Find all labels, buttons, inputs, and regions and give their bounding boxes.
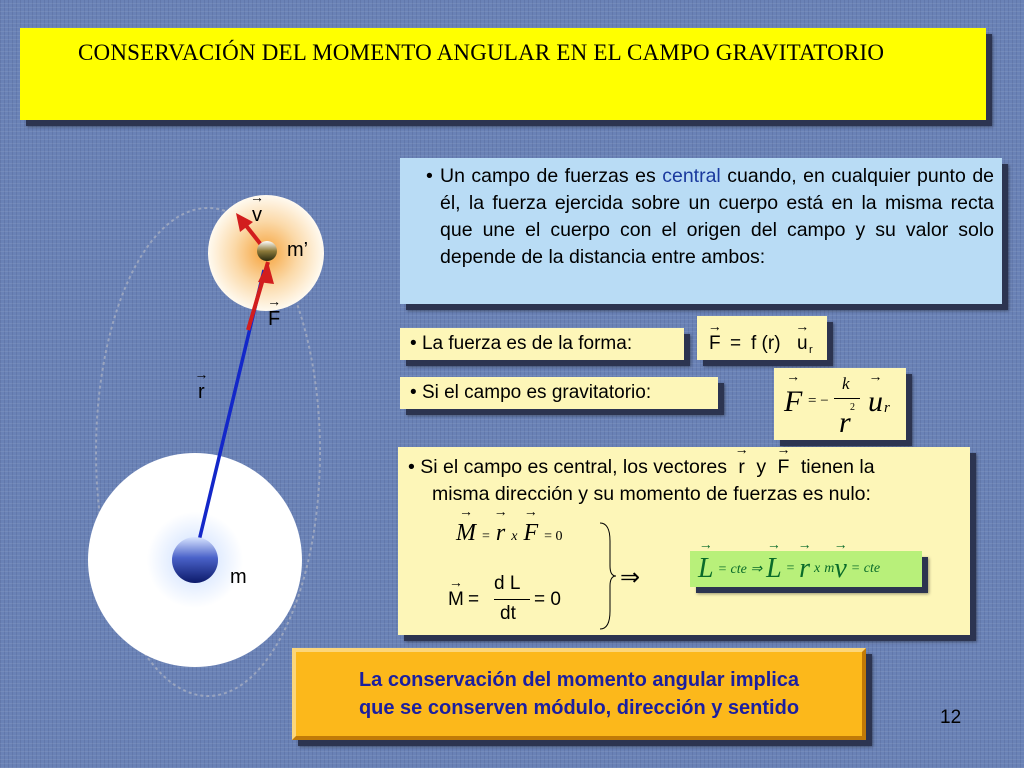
- force-form-label-box: [400, 328, 684, 360]
- label-r: → r: [198, 381, 205, 404]
- conclusion-line-2: que se conserven módulo, dirección y sentido: [358, 697, 800, 719]
- implies-symbol: ⇒: [620, 564, 641, 591]
- label-v: → v: [252, 204, 262, 227]
- brace-icon: [598, 521, 618, 631]
- gravitational-label-box: [400, 377, 718, 409]
- label-F: → F: [268, 308, 280, 331]
- angular-momentum-result: → L = cte ⇒ → L = → r x m → v = cte: [690, 551, 922, 587]
- central-highlight: central: [662, 165, 721, 187]
- gravitational-label: Si el campo es gravitatorio:: [421, 382, 652, 403]
- orbiting-mass-ball: [257, 241, 277, 261]
- force-form-formula: → F = f (r) → u r: [697, 316, 827, 360]
- label-m-prime: m’: [287, 239, 309, 261]
- bullet-icon: •: [426, 165, 433, 187]
- conclusion-box: [292, 648, 866, 740]
- gravitational-formula: → F = − k 2 r → u r: [774, 368, 906, 440]
- conclusion-line-1: La conservación del momento angular implica: [358, 669, 800, 691]
- central-field-definition: • Un campo de fuerzas es central cuando, en cualquier punto de él, la fuerza ejercida sobre un cuerpo está en la misma recta que une el cuerpo con el origen del campo y su valor solo depende de la distancia entre ambos:: [400, 158, 1002, 304]
- central-mass-ball: [172, 537, 218, 583]
- page-number: 12: [940, 707, 962, 728]
- bullet-icon: •: [410, 382, 417, 403]
- slide-title: CONSERVACIÓN DEL MOMENTO ANGULAR EN EL CAMPO GRAVITATORIO: [78, 40, 885, 65]
- force-form-label: La fuerza es de la forma:: [421, 333, 633, 354]
- bullet-icon: •: [410, 333, 417, 354]
- label-m: m: [230, 566, 247, 588]
- moment-equation-2: → M = d L dt = 0: [448, 567, 588, 627]
- central-field-box: • Si el campo es central, los vectores → r y → F tienen la misma dirección y su momento de fuerzas es nulo: → M = → r x → F = 0 → M = d L dt = 0 ⇒: [398, 447, 970, 635]
- moment-equation-1: → M = → r x → F = 0: [456, 520, 563, 547]
- bullet-icon: •: [408, 456, 415, 478]
